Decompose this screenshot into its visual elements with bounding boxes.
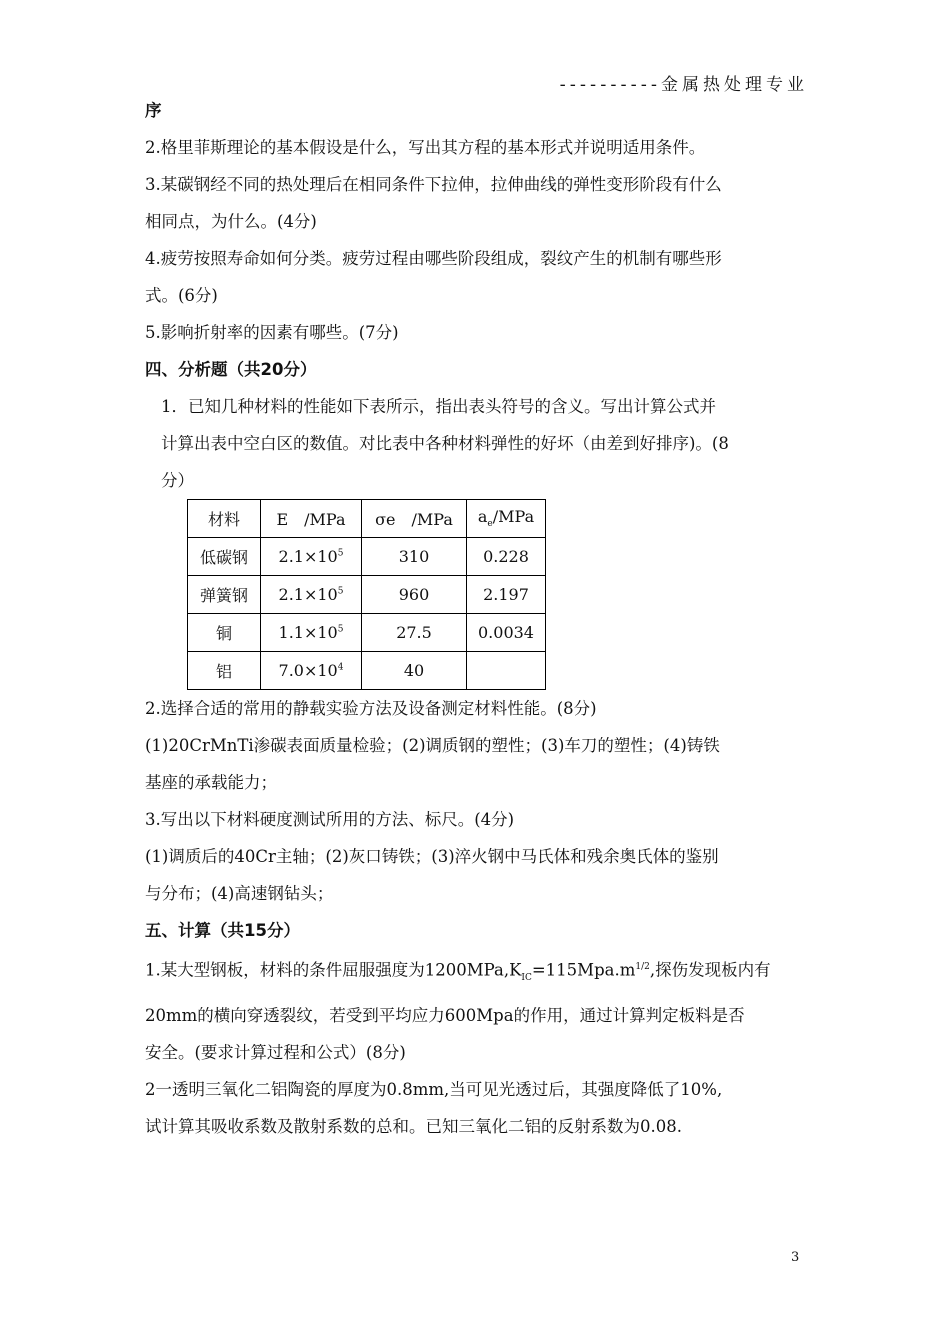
cell-modulus: $2.1\times 10^5$ — [261, 538, 362, 576]
question-steel-plate: 1.某大型钢板，材料的条件屈服强度为$1200MPa,K_{IC}=115Mpa.m^{1/2}$,探伤发现板内有 — [145, 960, 771, 983]
question-griffith: 2.格里菲斯理论的基本假设是什么，写出其方程的基本形式并说明适用条件。 — [145, 138, 706, 157]
question-static-test-items-cont: 基座的承载能力； — [145, 773, 277, 792]
question-hardness-items: (1)调质后的40Cr主轴；(2)灰口铸铁；(3)淬火钢中马氏体和残余奥氏体的鉴别 — [145, 847, 719, 866]
exam-content — [145, 92, 810, 1145]
material-properties-table — [187, 499, 546, 690]
question-fatigue: 4.疲劳按照寿命如何分类。疲劳过程由哪些阶段组成，裂纹产生的机制有哪些形 — [145, 249, 722, 268]
question-table: 1．已知几种材料的性能如下表所示，指出表头符号的含义。写出计算公式并 — [161, 397, 716, 416]
section-calculation-title: 五、计算（共15分） — [145, 921, 300, 940]
question-alumina: 2一透明三氧化二铝陶瓷的厚度为0.8mm,当可见光透过后，其强度降低了10%, — [145, 1079, 723, 1099]
cell-material: 低碳钢 — [188, 538, 261, 576]
header-material: 材料 — [188, 500, 261, 538]
line-fragment: 序 — [145, 101, 162, 120]
page-number: 3 — [791, 1250, 800, 1265]
section-analysis-title: 四、分析题（共20分） — [145, 360, 317, 379]
cell-modulus: $7.0\times 10^4$ — [261, 652, 362, 690]
cell-modulus: $1.1\times 10^5$ — [261, 614, 362, 652]
question-static-test-items: (1)20CrMnTi渗碳表面质量检验；(2)调质钢的塑性；(3)车刀的塑性；(4)铸铁 — [145, 736, 720, 755]
header-elastic-limit: σe /MPa — [362, 500, 467, 538]
cell-elastic-energy: 0.228 — [467, 538, 546, 576]
header-elastic-energy: $a_e$/MPa — [467, 500, 546, 538]
question-table-cont: 计算出表中空白区的数值。对比表中各种材料弹性的好坏（由差到好排序)。(8 — [161, 434, 729, 453]
question-carbon-steel: 3.某碳钢经不同的热处理后在相同条件下拉伸，拉伸曲线的弹性变形阶段有什么 — [145, 175, 722, 194]
cell-modulus: $2.1\times 10^5$ — [261, 576, 362, 614]
table-row — [188, 614, 546, 652]
question-hardness-items-cont: 与分布；(4)高速钢钻头； — [145, 884, 334, 903]
question-fatigue-cont: 式。(6分) — [145, 286, 218, 305]
cell-elastic-limit: 310 — [362, 538, 467, 576]
table-header-row — [188, 500, 546, 538]
cell-material: 弹簧钢 — [188, 576, 261, 614]
table-row — [188, 652, 546, 690]
question-table-cont2: 分） — [161, 471, 194, 490]
question-carbon-steel-cont: 相同点，为什么。(4分) — [145, 212, 317, 231]
header-modulus: E /MPa — [261, 500, 362, 538]
cell-material: 铜 — [188, 614, 261, 652]
page-header: ----------金属热处理专业 — [559, 75, 808, 95]
cell-elastic-limit: 40 — [362, 652, 467, 690]
cell-elastic-energy — [467, 652, 546, 690]
cell-material: 铝 — [188, 652, 261, 690]
question-steel-plate-cont2: 安全。(要求计算过程和公式）(8分) — [145, 1042, 406, 1062]
table-row — [188, 538, 546, 576]
cell-elastic-limit: 27.5 — [362, 614, 467, 652]
question-steel-plate-cont: 20mm的横向穿透裂纹，若受到平均应力600Mpa的作用，通过计算判定板料是否 — [145, 1005, 745, 1025]
table-row — [188, 576, 546, 614]
question-refraction: 5.影响折射率的因素有哪些。(7分) — [145, 323, 399, 342]
question-alumina-cont: 试计算其吸收系数及散射系数的总和。已知三氧化二铝的反射系数为0.08. — [145, 1116, 682, 1136]
cell-elastic-energy: 0.0034 — [467, 614, 546, 652]
question-static-test: 2.选择合适的常用的静载实验方法及设备测定材料性能。(8分) — [145, 699, 597, 718]
cell-elastic-limit: 960 — [362, 576, 467, 614]
question-hardness: 3.写出以下材料硬度测试所用的方法、标尺。(4分) — [145, 810, 515, 829]
cell-elastic-energy: 2.197 — [467, 576, 546, 614]
